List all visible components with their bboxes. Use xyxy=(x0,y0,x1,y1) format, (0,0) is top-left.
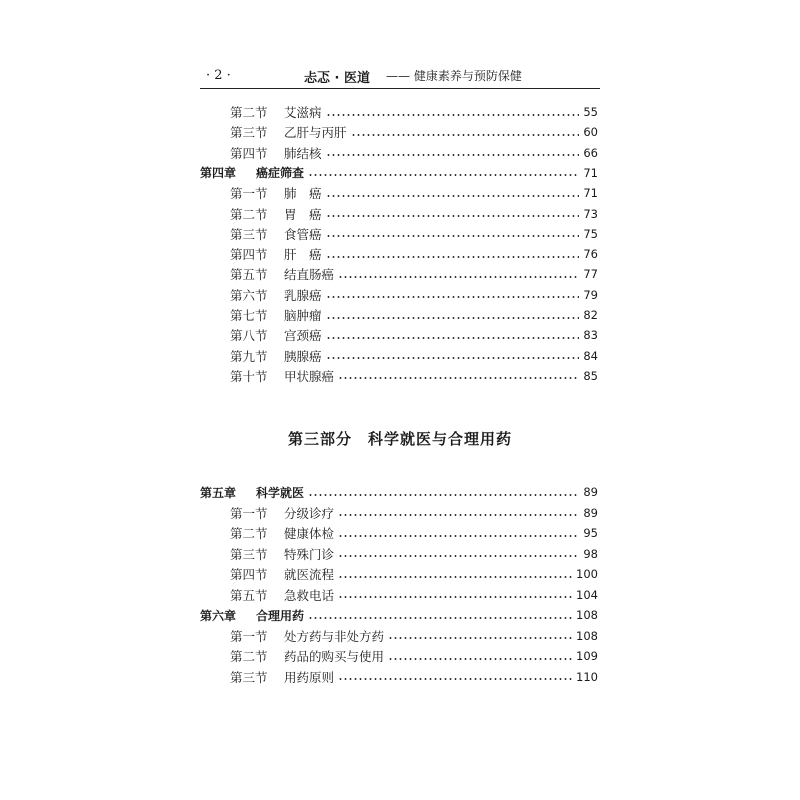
toc-page-number: 66 xyxy=(583,145,598,160)
toc-page-number: 77 xyxy=(583,267,598,282)
dot-leader xyxy=(338,276,579,278)
toc-section-row xyxy=(200,367,598,385)
toc-section-row xyxy=(200,524,598,542)
dot-leader xyxy=(326,337,580,339)
dot-leader xyxy=(338,535,579,537)
toc-entry-number: 第七节 xyxy=(230,308,268,323)
toc-entry-title: 用药原则 xyxy=(284,669,335,685)
toc-entry-number: 第六章 xyxy=(200,608,237,623)
toc-entry-number: 第九节 xyxy=(230,348,268,364)
toc-entry-title: 食管癌 xyxy=(284,226,322,242)
toc-entry-number: 第三节 xyxy=(230,546,268,562)
dot-leader xyxy=(326,154,580,156)
toc-entry-number: 第二节 xyxy=(230,649,268,664)
toc-section-row xyxy=(200,647,598,665)
dot-leader xyxy=(338,555,579,557)
toc-entry-number: 第一节 xyxy=(230,186,268,202)
toc-entry-title: 急救电话 xyxy=(284,587,335,603)
toc-entry-title: 胃 癌 xyxy=(284,206,322,222)
dot-leader xyxy=(326,317,580,319)
toc-page-number: 73 xyxy=(583,206,598,221)
toc-entry-number: 第二节 xyxy=(230,105,268,120)
dot-leader xyxy=(326,235,580,237)
dot-leader xyxy=(326,195,580,197)
dot-leader xyxy=(338,596,572,598)
toc-page-number: 84 xyxy=(583,348,598,363)
dot-leader xyxy=(388,658,572,660)
page-number: · 2 · xyxy=(206,68,231,83)
toc-section-row xyxy=(200,286,598,304)
toc-section-row xyxy=(200,205,598,223)
dot-leader xyxy=(308,494,579,496)
toc-entry-title: 癌症筛查 xyxy=(256,166,305,181)
toc-page-number: 75 xyxy=(583,226,598,241)
toc-section-row xyxy=(200,347,598,365)
toc-section-row xyxy=(200,627,598,645)
toc-section-row xyxy=(200,103,598,121)
toc-entry-title: 乙肝与丙肝 xyxy=(284,125,347,141)
toc-section-row xyxy=(200,545,598,563)
toc-section-row xyxy=(200,504,598,522)
dot-leader xyxy=(338,678,572,680)
toc-entry-number: 第五节 xyxy=(230,267,268,283)
toc-section-row xyxy=(200,306,598,324)
part-heading: 第三部分 科学就医与合理用药 xyxy=(287,430,512,448)
book-title: 忐忑 · 医道 xyxy=(304,71,370,86)
toc-entry-number: 第一节 xyxy=(230,505,268,521)
toc-entry-number: 第四节 xyxy=(230,145,268,161)
toc-entry-number: 第四节 xyxy=(230,247,268,263)
toc-page-number: 104 xyxy=(576,587,598,602)
toc-entry-title: 宫颈癌 xyxy=(284,328,322,344)
dot-leader xyxy=(351,134,580,136)
dot-leader xyxy=(326,256,580,258)
toc-entry-number: 第十节 xyxy=(230,368,268,384)
toc-entry-title: 合理用药 xyxy=(256,608,305,623)
toc-page-number: 108 xyxy=(576,628,598,643)
toc-section-row xyxy=(200,668,598,686)
toc-page-number: 110 xyxy=(576,669,598,684)
toc-chapter-row xyxy=(200,164,598,182)
toc-page-number: 71 xyxy=(583,165,598,180)
toc-entry-number: 第六节 xyxy=(230,287,268,303)
toc-entry-number: 第四章 xyxy=(200,166,237,181)
book-subtitle: —— 健康素养与预防保健 xyxy=(386,69,522,83)
toc-page-number: 83 xyxy=(583,328,598,343)
toc-entry-number: 第四节 xyxy=(230,567,268,582)
dot-leader xyxy=(326,296,580,298)
toc-section-row xyxy=(200,565,598,583)
toc-section-row xyxy=(200,123,598,141)
dot-leader xyxy=(338,514,579,516)
toc-section-row xyxy=(200,144,598,162)
dot-leader xyxy=(326,114,580,116)
toc-page-number: 89 xyxy=(583,505,598,520)
toc-entry-title: 脑肿瘤 xyxy=(284,308,322,323)
toc-section-row xyxy=(200,184,598,202)
toc-page-number: 109 xyxy=(576,649,598,663)
toc-page-number: 95 xyxy=(583,526,598,540)
toc-entry-title: 健康体检 xyxy=(284,526,335,541)
toc-entry-number: 第二节 xyxy=(230,526,268,541)
toc-entry-number: 第一节 xyxy=(230,628,268,644)
toc-entry-title: 结直肠癌 xyxy=(284,267,335,283)
toc-page-number: 98 xyxy=(583,546,598,561)
toc-page-number: 76 xyxy=(583,247,598,262)
toc-entry-title: 胰腺癌 xyxy=(284,348,322,364)
toc-section-row xyxy=(200,586,598,604)
toc-entry-title: 艾滋病 xyxy=(284,105,322,120)
toc-page-number: 108 xyxy=(576,608,598,622)
toc-section-row xyxy=(200,225,598,243)
dot-leader xyxy=(338,576,572,578)
toc-page-number: 60 xyxy=(583,125,598,140)
toc-entry-title: 就医流程 xyxy=(284,567,335,582)
toc-entry-number: 第三节 xyxy=(230,125,268,141)
toc-section-row xyxy=(200,326,598,344)
toc-entry-title: 肝 癌 xyxy=(284,247,322,263)
toc-entry-title: 分级诊疗 xyxy=(284,505,335,521)
toc-page-number: 85 xyxy=(583,368,598,383)
toc-page-number: 89 xyxy=(583,485,598,499)
toc-entry-number: 第八节 xyxy=(230,328,268,344)
dot-leader xyxy=(326,357,580,359)
toc-entry-title: 甲状腺癌 xyxy=(284,368,335,384)
toc-section-row xyxy=(200,245,598,263)
toc-entry-title: 药品的购买与使用 xyxy=(284,649,385,664)
toc-entry-title: 肺结核 xyxy=(284,145,322,161)
toc-chapter-row xyxy=(200,606,598,624)
dot-leader xyxy=(326,215,580,217)
toc-entry-title: 特殊门诊 xyxy=(284,546,335,562)
dot-leader xyxy=(308,174,579,176)
dot-leader xyxy=(338,377,579,379)
toc-entry-title: 科学就医 xyxy=(256,485,305,500)
toc-entry-number: 第五节 xyxy=(230,587,268,603)
toc-page-number: 71 xyxy=(583,186,598,201)
running-header xyxy=(200,66,600,89)
toc-entry-number: 第二节 xyxy=(230,206,268,222)
dot-leader xyxy=(308,617,572,619)
toc-entry-title: 乳腺癌 xyxy=(284,287,322,303)
toc-entry-title: 肺 癌 xyxy=(284,186,322,202)
dot-leader xyxy=(388,637,572,639)
toc-chapter-row xyxy=(200,483,598,501)
toc-section-row xyxy=(200,265,598,283)
toc-entry-title: 处方药与非处方药 xyxy=(284,628,385,644)
toc-entry-number: 第五章 xyxy=(200,485,237,500)
toc-entry-number: 第三节 xyxy=(230,226,268,242)
toc-page-number: 55 xyxy=(583,105,598,119)
toc-page-number: 100 xyxy=(576,567,598,581)
toc-page-number: 79 xyxy=(583,287,598,302)
toc-entry-number: 第三节 xyxy=(230,669,268,685)
toc-page-number: 82 xyxy=(583,308,598,322)
